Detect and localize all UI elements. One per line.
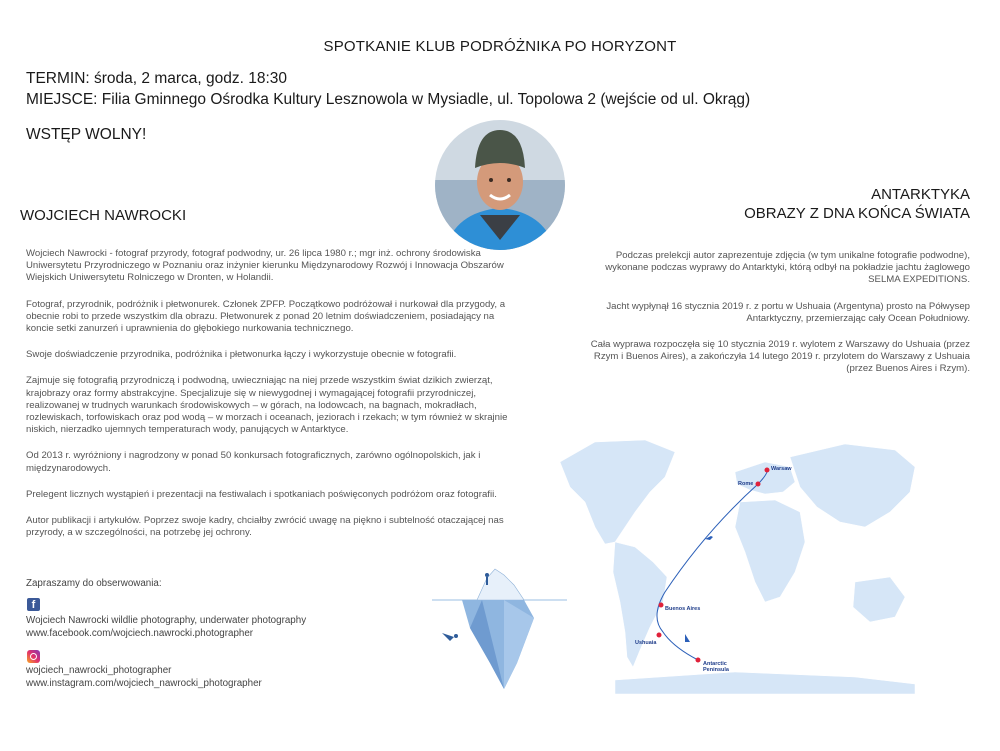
speaker-bio — [26, 248, 516, 553]
marker-ushuaia — [657, 633, 662, 638]
talk-paragraph: Jacht wypłynął 16 stycznia 2019 r. z portu w Ushuaia (Argentyna) prosto na Półwysep Antarktyczny, przemierzając cały Ocean Południowy. — [606, 300, 970, 324]
label-antarctic: Antarctic — [703, 661, 727, 667]
bio-paragraph: Prelegent licznych wystąpień i prezentacji na festiwalach i spotkaniach poświęconych podróżom oraz fotografii. — [26, 488, 497, 500]
bio-paragraph: Wojciech Nawrocki - fotograf przyrody, fotograf podwodny, ur. 26 lipca 1980 r.; mgr inż. ochrony środowiska Uniwersytetu Przyrodniczego w Poznaniu oraz inżynier kierunku Międzynarodowy Rozwój i Innowacja Obszarów Wiejskich Uniwersytetu Rolniczego w Dronten, w Holandii. — [26, 248, 504, 284]
facebook-link[interactable]: www.facebook.com/wojciech.nawrocki.photographer — [26, 628, 254, 639]
route-map — [555, 432, 920, 694]
bio-paragraph: Zajmuje się fotografią przyrodniczą i podwodną, uwieczniając na niej przede wszystkim świat dzikich zwierząt, krajobrazy oraz formy abstrakcyjne. Specjalizuje się w niewygodnej i wymagającej fotografii przyrodniczej, realizowanej w trudnych warunkach środowiskowych – w górach, na lodowcach, na bagnach, mokradłach, rozlewiskach, torfowiskach oraz pod wodą – w morzach i oceanach, jeziorach i rzekach; w tym również w skrajnie niskich, nierzadko ujemnych temperaturach wody, panujących w Antarktyce. — [26, 375, 508, 436]
instagram-icon[interactable] — [27, 650, 40, 663]
talk-description — [590, 250, 970, 390]
talk-paragraph: Podczas prelekcji autor zaprezentuje zdjęcia (w tym unikalne fotografie podwodne), wykonane podczas wyprawy do Antarktyki, którą odbył na pokładzie jachtu żaglowego SELMA EXPEDITIONS. — [605, 250, 970, 286]
facebook-info — [26, 614, 306, 640]
marker-buenos-aires — [659, 603, 664, 608]
bio-paragraph: Fotograf, przyrodnik, podróżnik i płetwonurek. Członek ZPFP. Początkowo podróżował i nurkował dla przygody, a obecnie robi to przede wszystkim dla obrazu. Płetwonurek z ponad 20 letnim doświadczeniem, posiadający na koncie setki zanurzeń i uprawnienia do głębokiego nurkowania technicznego. — [26, 298, 506, 335]
facebook-name: Wojciech Nawrocki wildlie photography, underwater photography — [26, 615, 307, 626]
bio-paragraph: Od 2013 r. wyróżniony i nagrodzony w ponad 50 konkursach fotograficznych, zarówno ogólnopolskich, jak i międzynarodowych. — [26, 450, 481, 474]
instagram-handle: wojciech_nawrocki_photographer — [26, 665, 172, 676]
marker-warsaw — [765, 468, 770, 473]
label-ushuaia: Ushuaia — [635, 640, 657, 646]
marker-antarctic-peninsula — [696, 658, 701, 663]
instagram-info — [26, 664, 262, 690]
event-date: TERMIN: środa, 2 marca, godz. 18:30 — [26, 70, 288, 87]
label-warsaw: Warsaw — [771, 466, 792, 472]
label-peninsula: Peninsula — [703, 667, 729, 673]
speaker-name: WOJCIECH NAWROCKI — [20, 207, 187, 224]
world-landmass — [560, 440, 915, 694]
label-rome: Rome — [738, 481, 754, 487]
iceberg-illustration — [432, 563, 567, 690]
marker-rome — [756, 482, 761, 487]
event-location: MIEJSCE: Filia Gminnego Ośrodka Kultury Lesznowola w Mysiadle, ul. Topolowa 2 (wejście od ul. Okrąg) — [26, 91, 751, 108]
follow-intro: Zapraszamy do obserwowania: — [26, 578, 162, 589]
speaker-portrait — [435, 120, 565, 250]
event-title: SPOTKANIE KLUB PODRÓŻNIKA PO HORYZONT — [323, 38, 677, 55]
sailboat-icon — [685, 634, 690, 642]
talk-title-line2: OBRAZY Z DNA KOŃCA ŚWIATA — [744, 205, 970, 222]
bio-paragraph: Autor publikacji i artykułów. Poprzez swoje kadry, chciałby zwrócić uwagę na piękno i subtelność otaczającej nas przyrody, a w szczególności, na potrzebę jej ochrony. — [26, 515, 504, 539]
free-entry-note: WSTĘP WOLNY! — [26, 126, 147, 143]
bio-paragraph: Swoje doświadczenie przyrodnika, podróżnika i płetwonurka łączy i wykorzystuje obecnie w fotografii. — [26, 349, 457, 361]
instagram-link[interactable]: www.instagram.com/wojciech_nawrocki_photographer — [26, 678, 262, 689]
facebook-icon[interactable]: f — [27, 598, 40, 611]
talk-paragraph: Cała wyprawa rozpoczęła się 10 stycznia 2019 r. wylotem z Warszawy do Ushuaia (przez Rzym i Buenos Aires), a zakończyła 14 lutego 2019 r. przylotem do Warszawy z Ushuaia (przez Buenos Aires i Rzym). — [590, 339, 970, 375]
talk-title — [744, 185, 970, 223]
label-buenos-aires: Buenos Aires — [665, 606, 701, 612]
talk-title-line1: ANTARKTYKA — [871, 186, 970, 203]
